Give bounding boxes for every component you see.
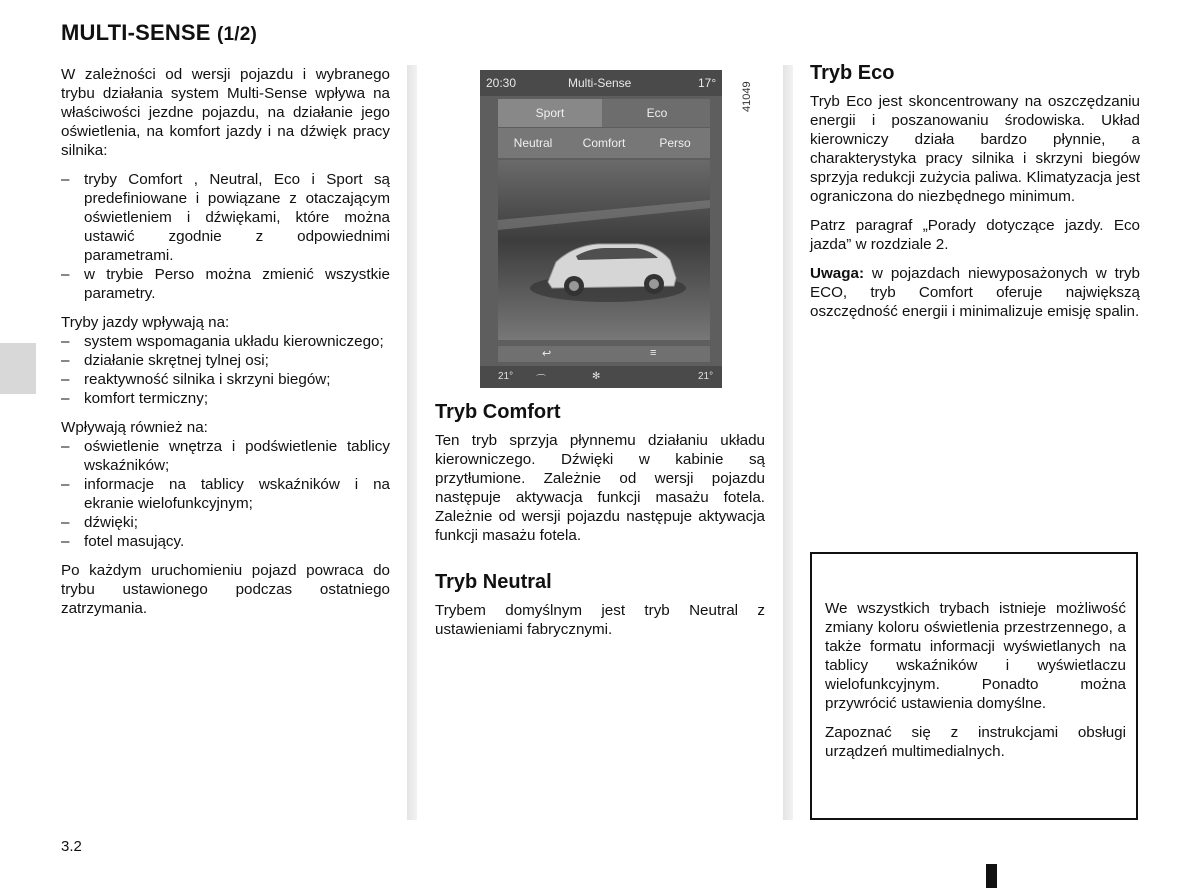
screen-tab-eco: Eco — [646, 106, 668, 120]
list-item: – fotel masujący. — [61, 532, 390, 551]
list-item: – komfort termiczny; — [61, 389, 390, 408]
intro-paragraph: W zależności od wersji pojazdu i wybranego trybu działania system Multi-Sense wpływa na właściwości jezdne pojazdu, na działanie jego oświetlenia, na komfort jazdy i na dźwięk pracy silnika: — [61, 66, 390, 159]
neutral-heading: Tryb Neutral — [435, 571, 552, 593]
affects-paragraph: Tryby jazdy wpływają na: — [61, 314, 230, 331]
screen-title: Multi-Sense — [568, 76, 632, 90]
list-item: – tryby Comfort , Neutral, Eco i Sport są predefiniowane i powiązane z otaczającym oświetleniem i dźwiękami, które można ustawić zgodnie z odpowiednimi parametrami. — [61, 170, 390, 265]
climate-temp-right: 21° — [698, 371, 714, 382]
list-item: – dźwięki; — [61, 513, 390, 532]
list-modes — [61, 170, 390, 303]
screen-time: 20:30 — [486, 76, 517, 90]
info-box-content — [825, 599, 1126, 771]
screen-mode-perso: Perso — [659, 136, 691, 150]
screen-status-bar — [480, 70, 722, 96]
info-box — [810, 552, 1138, 820]
screen-tab-row — [498, 99, 710, 127]
eco-reference-paragraph: Patrz paragraf „Porady dotyczące jazdy. Eco jazda” w rozdziale 2. — [810, 217, 1140, 253]
screen-mode-row — [498, 128, 710, 158]
image-reference-number: 41049 — [741, 81, 753, 112]
column-separator — [407, 65, 417, 820]
seat-icon: ⌒ — [536, 375, 546, 386]
column-separator — [783, 65, 793, 820]
left-column — [61, 65, 390, 628]
menu-icon: ≡ — [650, 347, 657, 359]
multisense-screen-image — [480, 70, 722, 388]
screen-tab-sport: Sport — [498, 99, 602, 127]
list-item: – system wspomagania układu kierowniczego; — [61, 332, 390, 351]
car-illustration — [498, 160, 710, 340]
page-title-part: (1/2) — [217, 24, 258, 45]
screen-climate-bar — [480, 366, 722, 388]
note-paragraph — [810, 264, 1140, 321]
comfort-heading: Tryb Comfort — [435, 401, 561, 423]
page-edge-marker — [986, 864, 997, 888]
screen-temperature: 17° — [698, 76, 717, 90]
info-box-paragraph: Zapoznać się z instrukcjami obsługi urządzeń multimedialnych. — [825, 724, 1126, 760]
screen-mode-comfort: Comfort — [582, 136, 626, 150]
comfort-paragraph: Ten tryb sprzyja płynnemu działaniu układu kierowniczego. Dźwięki w kabinie są przytłumione. Zależnie od wersji pojazdu następuje aktywacja funkcji masażu fotela. Zależnie od wersji pojazdu następuje aktywacja funkcji masażu fotela. — [435, 432, 765, 544]
list-item: – działanie skrętnej tylnej osi; — [61, 351, 390, 370]
chapter-tab — [0, 343, 36, 394]
middle-column — [435, 403, 765, 649]
page-title-text: MULTI-SENSE — [61, 20, 211, 45]
list-item: – w trybie Perso można zmienić wszystkie parametry. — [61, 265, 390, 303]
screen-mode-neutral: Neutral — [513, 136, 553, 150]
list-item: – informacje na tablicy wskaźników i na ekranie wielofunkcyjnym; — [61, 475, 390, 513]
climate-temp-left: 21° — [498, 371, 514, 382]
list-also-affects — [61, 437, 390, 551]
list-item: – oświetlenie wnętrza i podświetlenie tablicy wskaźników; — [61, 437, 390, 475]
info-box-paragraph: We wszystkich trybach istnieje możliwość zmiany koloru oświetlenia przestrzennego, a także formatu informacji wyświetlanych na tablicy wskaźników i wyświetlaczu wielofunkcyjnym. Ponadto można przywrócić ustawienia domyślne. — [825, 600, 1126, 712]
list-item: – reaktywność silnika i skrzyni biegów; — [61, 370, 390, 389]
also-affects-paragraph: Wpływają również na: — [61, 419, 208, 436]
neutral-paragraph: Trybem domyślnym jest tryb Neutral z ustawieniami fabrycznymi. — [435, 602, 765, 638]
restart-paragraph: Po każdym uruchomieniu pojazd powraca do trybu ustawionego podczas ostatniego zatrzymania. — [61, 562, 390, 617]
list-affects — [61, 332, 390, 408]
eco-heading: Tryb Eco — [810, 62, 895, 84]
right-column — [810, 64, 1140, 331]
page-title — [61, 20, 257, 46]
back-icon: ↩ — [542, 348, 552, 360]
screen-car-view — [498, 160, 710, 340]
note-text: w pojazdach niewyposażonych w tryb ECO, tryb Comfort oferuje największą oszczędność energii i minimalizuje emisję spalin. — [810, 265, 1140, 320]
page-number: 3.2 — [61, 838, 82, 855]
note-label: Uwaga: — [810, 265, 865, 282]
fan-icon: ✻ — [592, 371, 601, 382]
eco-paragraph: Tryb Eco jest skoncentrowany na oszczędzaniu energii i poszanowaniu środowiska. Układ kierowniczy działa bardzo płynnie, a charakterystyka pracy silnika i skrzyni biegów sprzyja redukcji zużycia paliwa. Klimatyzacja jest ograniczona do niezbędnego minimum. — [810, 93, 1140, 205]
screen-bottom-controls — [498, 346, 710, 362]
